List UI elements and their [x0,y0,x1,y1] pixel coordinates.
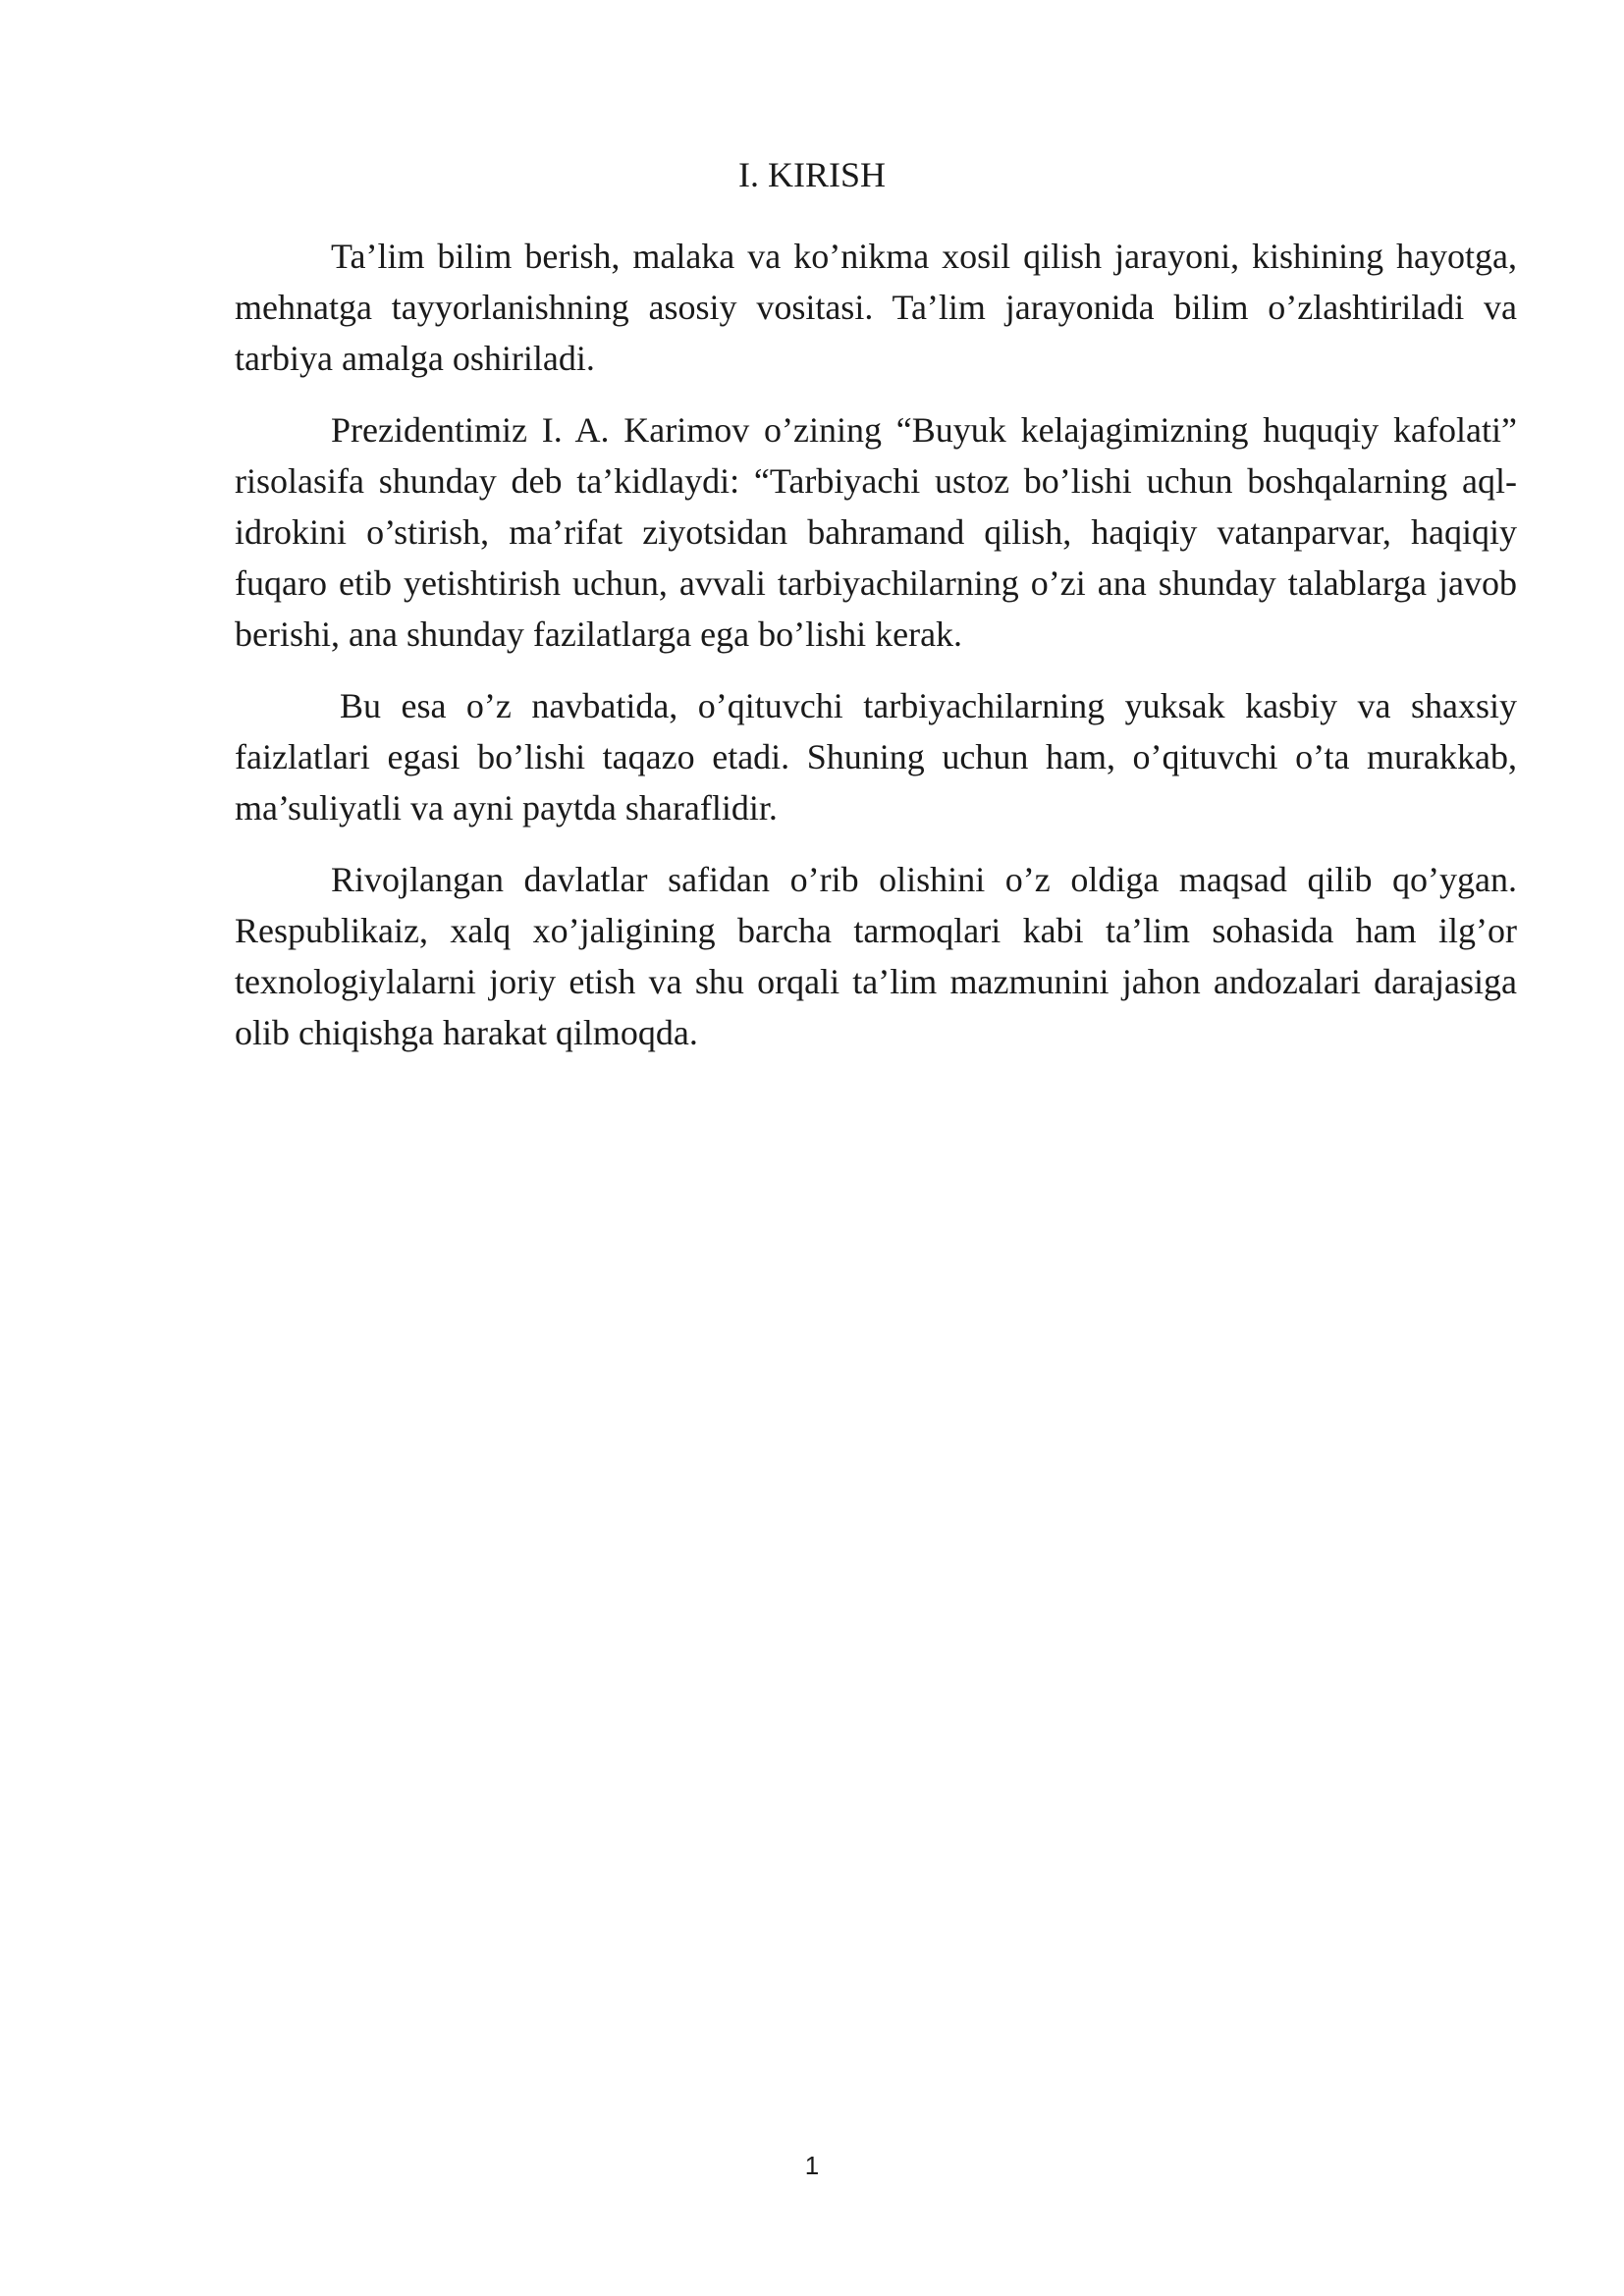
body-text [235,231,1517,1079]
page-number: 1 [804,2151,820,2180]
paragraph-4: Rivojlangan davlatlar safidan o’rib olishini o’z oldiga maqsad qilib qo’ygan. Respublikaiz, xalq xo’jaligining barcha tarmoqlari kabi ta’lim sohasida ham ilg’or texnologiylalarni joriy etish va shu orqali ta’lim mazmunini jahon andozalari darajasiga olib chiqishga harakat qilmoqda. [235,860,1517,1052]
paragraph-2: Prezidentimiz I. A. Karimov o’zining “Buyuk kelajagimizning huquqiy kafolati” risolasifa shunday deb ta’kidlaydi: “Tarbiyachi ustoz bo’lishi uchun boshqalarning aql-idrokini o’stirish, ma’rifat ziyotsidan bahramand qilish, haqiqiy vatanparvar, haqiqiy fuqaro etib yetishtirish uchun, avvali tarbiyachilarning o’zi ana shunday talablarga javob berishi, ana shunday fazilatlarga ega bo’lishi kerak. [235,410,1517,654]
section-heading: I. KIRISH [738,155,886,194]
paragraph-3: Bu esa o’z navbatida, o’qituvchi tarbiyachilarning yuksak kasbiy va shaxsiy faizlatlari egasi bo’lishi taqazo etadi. Shuning uchun ham, o’qituvchi o’ta murakkab, ma’suliyatli va ayni paytda sharaflidir. [235,686,1517,828]
paragraph-1: Ta’lim bilim berish, malaka va ko’nikma xosil qilish jarayoni, kishining hayotga, mehnatga tayyorlanishning asosiy vositasi. Ta’lim jarayonida bilim o’zlashtiriladi va tarbiya amalga oshiriladi. [235,237,1517,378]
